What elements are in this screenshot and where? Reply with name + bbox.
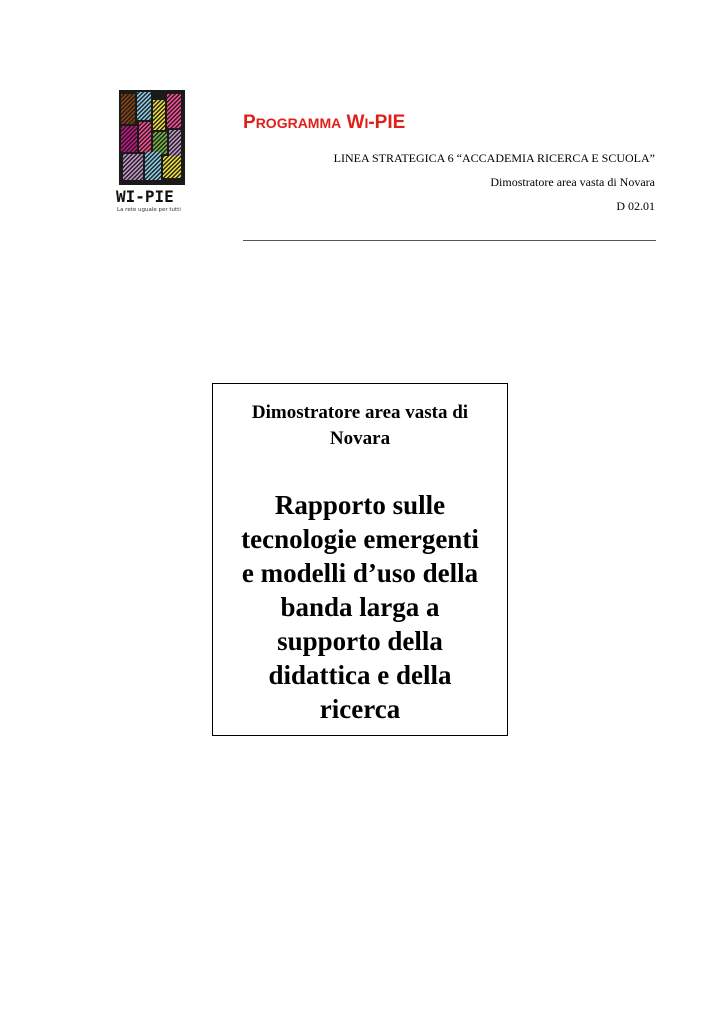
- header-divider: [243, 240, 656, 241]
- box-subtitle-line: Dimostratore area vasta di: [251, 402, 469, 423]
- document-title-line: banda larga a: [280, 592, 440, 622]
- logo-wordmark: WI-PIE: [116, 187, 174, 206]
- document-code: D 02.01: [616, 199, 655, 213]
- box-subtitle: [213, 400, 507, 452]
- demonstrator-line: Dimostratore area vasta di Novara: [490, 175, 655, 189]
- document-title-line: supporto della: [277, 626, 443, 656]
- document-title-line: Rapporto sulle: [274, 490, 446, 520]
- program-title-suffix: -PIE: [368, 112, 406, 133]
- document-title-line: didattica e della: [268, 660, 452, 690]
- document-title-line: ricerca: [319, 694, 401, 724]
- program-title: [243, 112, 405, 134]
- strategic-line: LINEA STRATEGICA 6 “ACCADEMIA RICERCA E SCUOLA”: [333, 151, 655, 165]
- logo-tagline: La rete uguale per tutti: [117, 207, 181, 213]
- wi-pie-logo: [116, 90, 188, 220]
- document-title-line: e modelli d’uso della: [241, 558, 479, 588]
- title-box: [212, 383, 508, 736]
- wi-pie-logo-icon: [119, 90, 185, 185]
- document-title: [213, 488, 507, 726]
- program-title-rest: ROGRAMMA: [255, 115, 342, 131]
- program-title-i: I: [364, 115, 369, 131]
- box-subtitle-line: Novara: [329, 428, 391, 449]
- program-title-initial-p: P: [243, 112, 256, 133]
- document-title-line: tecnologie emergenti: [241, 524, 479, 554]
- program-title-initial-w: W: [346, 112, 365, 133]
